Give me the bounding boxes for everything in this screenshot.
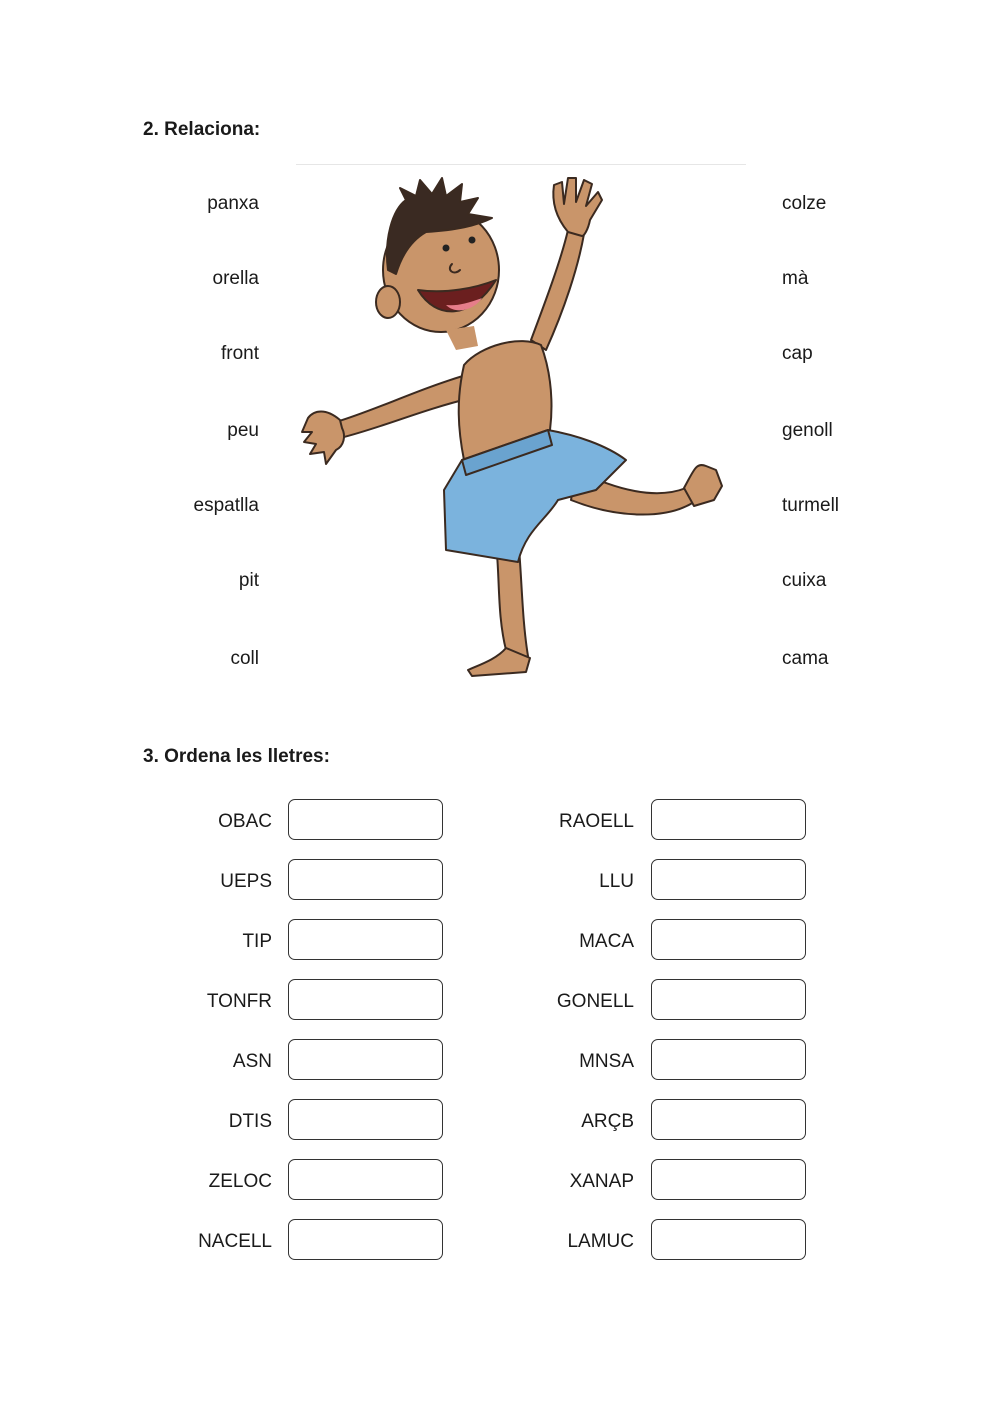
scrambled-word: TONFR — [206, 991, 272, 1012]
raised-foot — [684, 465, 722, 506]
match-word-left: coll — [230, 648, 259, 669]
scrambled-word: UEPS — [220, 871, 272, 892]
answer-box[interactable] — [288, 979, 443, 1020]
scrambled-word: GONELL — [556, 991, 634, 1012]
right-arm — [531, 230, 584, 350]
match-word-left: orella — [212, 268, 259, 289]
scrambled-word: OBAC — [218, 811, 272, 832]
ear — [376, 286, 400, 318]
section-3-title: 3. Ordena les lletres: — [143, 746, 330, 767]
left-arm — [336, 375, 471, 438]
answer-box[interactable] — [288, 1099, 443, 1140]
match-word-left: espatlla — [193, 495, 259, 516]
scrambled-word: LLU — [599, 871, 634, 892]
scrambled-word: XANAP — [569, 1171, 634, 1192]
answer-box[interactable] — [651, 979, 806, 1020]
scrambled-word: ZELOC — [208, 1171, 272, 1192]
match-word-left: panxa — [207, 193, 259, 214]
scrambled-word: ASN — [232, 1051, 272, 1072]
answer-box[interactable] — [651, 1099, 806, 1140]
match-word-right: cama — [782, 648, 829, 669]
scrambled-word: RAOELL — [559, 811, 634, 832]
answer-box[interactable] — [651, 1159, 806, 1200]
section-2-title: 2. Relaciona: — [143, 119, 261, 140]
scrambled-word: MACA — [579, 931, 634, 952]
match-word-left: front — [220, 343, 259, 364]
boy-illustration — [296, 170, 746, 690]
scrambled-word: LAMUC — [567, 1231, 634, 1252]
scrambled-word: TIP — [242, 931, 272, 952]
answer-box[interactable] — [651, 799, 806, 840]
answer-box[interactable] — [288, 1219, 443, 1260]
scrambled-word: NACELL — [198, 1231, 272, 1252]
answer-box[interactable] — [651, 919, 806, 960]
scrambled-word: MNSA — [579, 1051, 634, 1072]
answer-box[interactable] — [288, 799, 443, 840]
left-hand — [302, 412, 344, 465]
match-word-left: peu — [227, 420, 259, 441]
answer-box[interactable] — [288, 919, 443, 960]
match-word-right: colze — [782, 193, 827, 214]
answer-box[interactable] — [288, 859, 443, 900]
divider-line — [296, 164, 746, 165]
match-word-right: turmell — [782, 495, 840, 516]
match-word-left: pit — [238, 570, 259, 591]
match-word-right: cap — [782, 343, 813, 364]
answer-box[interactable] — [288, 1159, 443, 1200]
answer-box[interactable] — [651, 1219, 806, 1260]
scrambled-word: ARÇB — [581, 1111, 634, 1132]
match-word-right: cuixa — [782, 570, 827, 591]
match-word-right: genoll — [782, 420, 833, 441]
answer-box[interactable] — [288, 1039, 443, 1080]
right-hand — [553, 178, 602, 236]
scrambled-word: DTIS — [228, 1111, 272, 1132]
match-word-right: mà — [782, 268, 809, 289]
answer-box[interactable] — [651, 1039, 806, 1080]
answer-box[interactable] — [651, 859, 806, 900]
